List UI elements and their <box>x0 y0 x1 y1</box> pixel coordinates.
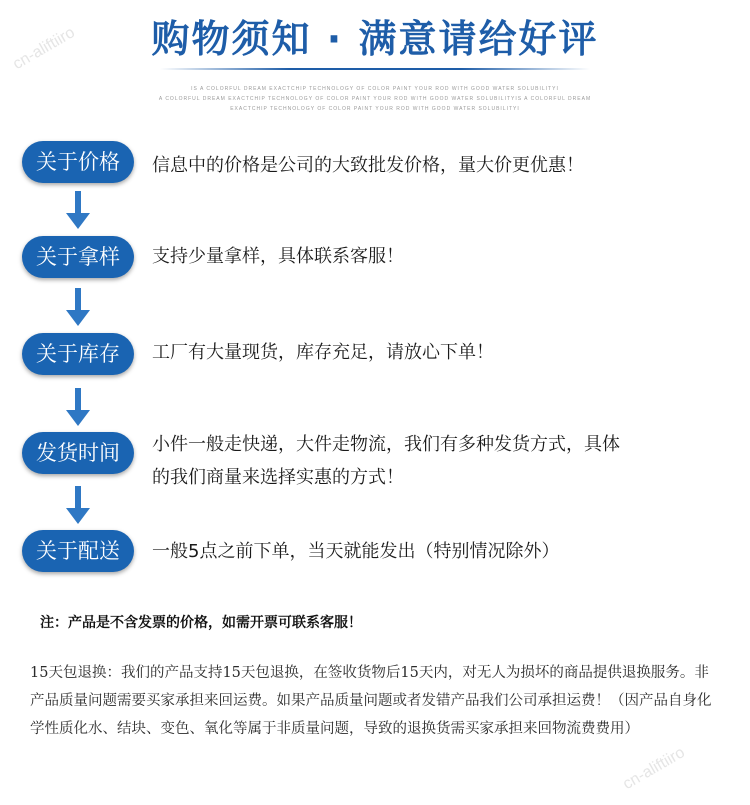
badge-shipping-time: 发货时间 <box>22 432 134 474</box>
watermark: cn-aliftiiro <box>620 744 688 794</box>
badge-sample: 关于拿样 <box>22 236 134 278</box>
badge-price: 关于价格 <box>22 141 134 183</box>
arrow-down-icon <box>66 191 90 231</box>
desc-shipping-time <box>152 428 712 494</box>
invoice-note: 注：产品是不含发票的价格，如需开票可联系客服！ <box>40 615 362 631</box>
arrow-down-icon <box>66 388 90 428</box>
subtitle-line-3: EXACTCHIP TECHNOLOGY OF COLOR PAINT YOUR ROD WITH GOOD WATER SOLUBILITYI <box>230 106 520 112</box>
title-divider <box>160 68 590 70</box>
page-title: 购物须知 · 满意请给好评 <box>151 17 599 61</box>
subtitle-line-1: IS A COLORFUL DREAM EXACTCHIP TECHNOLOGY OF COLOR PAINT YOUR ROD WITH GOOD WATER SOLUBILITYI <box>191 86 559 92</box>
desc-sample: 支持少量拿样，具体联系客服！ <box>152 246 404 267</box>
desc-price: 信息中的价格是公司的大致批发价格，量大价更优惠！ <box>152 155 584 176</box>
badge-delivery: 关于配送 <box>22 530 134 572</box>
subtitle-line-2: A COLORFUL DREAM EXACTCHIP TECHNOLOGY OF COLOR PAINT YOUR ROD WITH GOOD WATER SOLUBILITYIS A COLORFUL DREAM <box>158 96 592 102</box>
desc-shipping-line-1: 小件一般走快递，大件走物流，我们有多种发货方式，具体 <box>152 434 620 455</box>
desc-shipping-line-2: 的我们商量来选择实惠的方式！ <box>152 467 404 488</box>
watermark: cn-aliftiiro <box>10 24 78 74</box>
arrow-down-icon <box>66 486 90 526</box>
desc-delivery: 一般5点之前下单，当天就能发出（特别情况除外） <box>152 541 560 562</box>
badge-stock: 关于库存 <box>22 333 134 375</box>
arrow-down-icon <box>66 288 90 328</box>
desc-stock: 工厂有大量现货，库存充足，请放心下单！ <box>152 342 494 363</box>
return-policy: 15天包退换：我们的产品支持15天包退换，在签收货物后15天内，对无人为损坏的商品提供退换服务。非产品质量问题需要买家承担来回运费。如果产品质量问题或者发错产品我们公司承担运费！（因产品自身化学性质化水、结块、变色、氧化等属于非质量问题，导致的退换货需买家承担来回物流费费用） <box>30 665 712 737</box>
